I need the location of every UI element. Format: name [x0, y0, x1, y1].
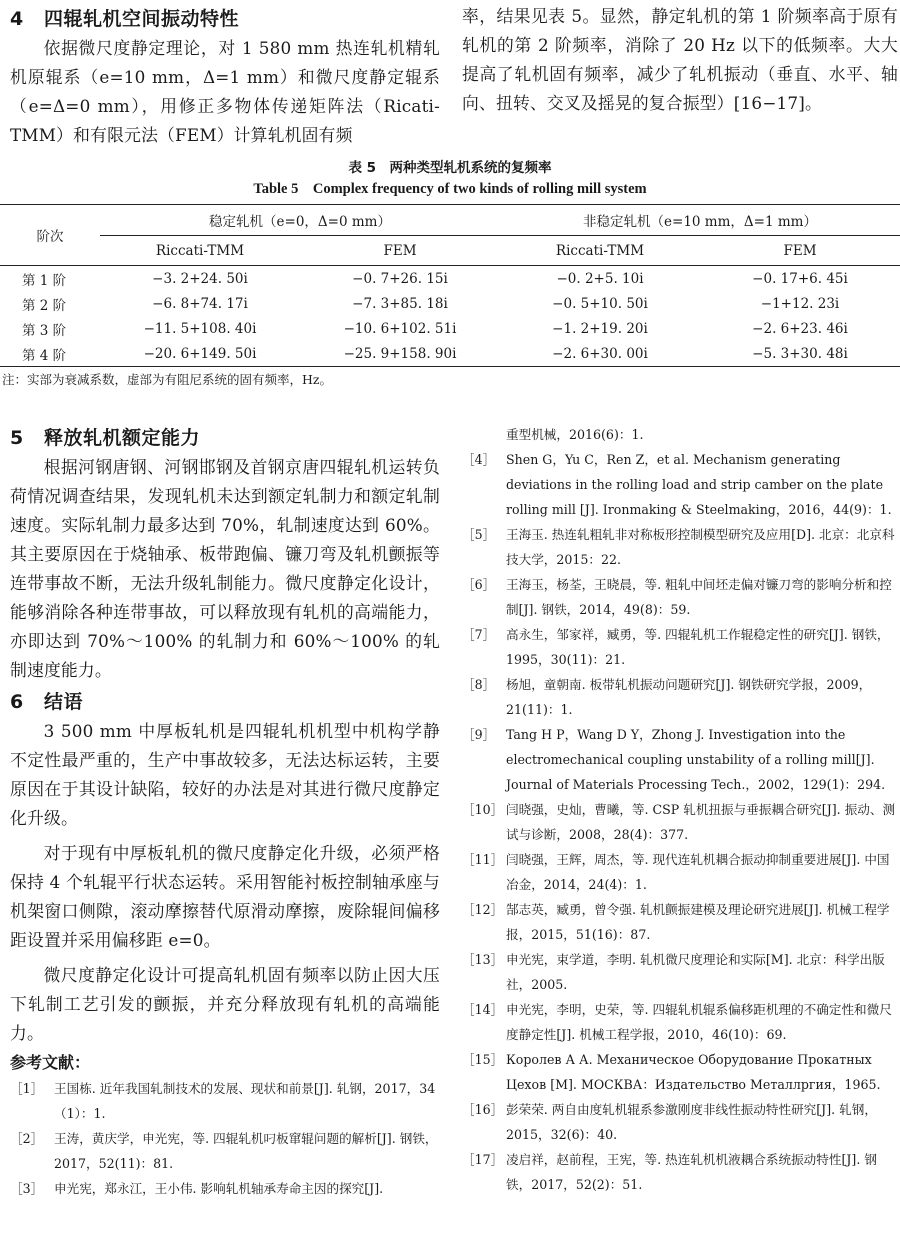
reference-number: ［4］ — [462, 452, 496, 467]
table-row — [0, 341, 900, 367]
reference-text: 闫晓强，史灿，曹曦，等. CSP 轧机扭振与垂振耦合研究[J]. 振动、测试与诊断，2008，28(4)：377. — [506, 802, 896, 842]
section-title: 结语 — [44, 691, 84, 713]
table-cell: −2. 6+30. 00i — [500, 341, 700, 367]
reference-text: 王国栋. 近年我国轧制技术的发展、现状和前景[J]. 轧钢，2017，34（1）：1. — [54, 1081, 436, 1121]
section-number: 5 — [10, 427, 24, 449]
reference-number: ［14］ — [462, 1002, 504, 1017]
references-title: 参考文献： — [10, 1053, 91, 1072]
section-4-paragraph: 依据微尺度静定理论，对 1 580 mm 热连轧机精轧机原辊系（e=10 mm，Δ=1 mm）和微尺度静定辊系（e=Δ=0 mm），用修正多物体传递矩阵法（Ricati-TMM）和有限元法（FEM）计算轧机固有频 — [10, 38, 440, 145]
table-cell: −20. 6+149. 50i — [100, 341, 300, 367]
table-caption-en: Table 5 Complex frequency of two kinds of rolling mill system — [253, 181, 647, 197]
table-header-stable: 稳定轧机（e=0，Δ=0 mm） — [100, 205, 500, 236]
section-5-paragraph: 根据河钢唐钢、河钢邯钢及首钢京唐四辊轧机运转负荷情况调查结果，发现轧机未达到额定轧制力和额定轧制速度。实际轧制力最多达到 70%，轧制速度达到 60%。其主要原因在于烧轴承、板带跑偏、镰刀弯及轧机颤振等连带事故不断，无法升级轧制能力。微尺度静定化设计，能够消除各种连带事故，可以释放现有轧机的高端能力，亦即达到 70%～100% 的轧制力和 60%～100% 的轧制速度能力。 — [10, 457, 440, 680]
table-cell: −11. 5+108. 40i — [143, 320, 257, 337]
reference-number: ［1］ — [10, 1081, 44, 1096]
reference-number: ［5］ — [462, 527, 496, 542]
table-header-method: Riccati-TMM — [500, 236, 700, 266]
reference-item — [462, 1047, 898, 1097]
table-cell: −10. 6+102. 51i — [343, 320, 457, 337]
reference-text: 王海玉. 热连轧粗轧非对称板形控制模型研究及应用[D]. 北京：北京科技大学，2015：22. — [506, 527, 895, 567]
reference-number: ［17］ — [462, 1152, 504, 1167]
reference-item — [10, 1176, 440, 1201]
table-cell-order: 第 3 阶 — [22, 322, 67, 339]
table-cell: −5. 3+30. 48i — [700, 341, 900, 367]
reference-text: 申光宪，束学道，李明. 轧机微尺度理论和实际[M]. 北京：科学出版社，2005. — [506, 952, 885, 992]
reference-item — [462, 797, 898, 847]
section-6-paragraph: 对于现有中厚板轧机的微尺度静定化升级，必须严格保持 4 个轧辊平行状态运转。采用智能衬板控制轴承座与机架窗口侧隙，滚动摩擦替代原滑动摩擦，废除辊间偏移距设置并采用偏移距 e=0。 — [10, 843, 440, 950]
reference-item — [10, 1126, 440, 1176]
reference-number: ［9］ — [462, 727, 496, 742]
section-6-paragraph: 微尺度静定化设计可提高轧机固有频率以防止因大压下轧制工艺引发的颤振，并充分释放现有轧机的高端能力。 — [10, 965, 440, 1043]
table-cell: −0. 7+26. 15i — [352, 270, 448, 287]
section-title: 四辊轧机空间振动特性 — [44, 8, 240, 30]
table-cell: −0. 5+10. 50i — [552, 295, 648, 312]
table-row — [0, 316, 900, 341]
table-cell-order: 第 2 阶 — [22, 297, 67, 314]
table-5-block — [0, 158, 900, 391]
reference-item — [462, 1097, 898, 1147]
section-title: 释放轧机额定能力 — [44, 427, 201, 449]
section-number: 4 — [10, 8, 24, 30]
reference-number: ［7］ — [462, 627, 496, 642]
reference-item — [462, 522, 898, 572]
reference-item — [462, 447, 898, 522]
complex-frequency-table — [0, 204, 900, 367]
lower-left-column — [10, 425, 440, 1201]
table-row — [0, 291, 900, 316]
reference-text: 重型机械，2016(6)：1. — [506, 427, 644, 442]
reference-number: ［16］ — [462, 1102, 504, 1117]
reference-number: ［6］ — [462, 577, 496, 592]
reference-item — [462, 1147, 898, 1197]
reference-text: 闫晓强，王辉，周杰，等. 现代连轧机耦合振动抑制重要进展[J]. 中国冶金，2014，24(4)：1. — [506, 852, 890, 892]
section-5-heading — [10, 425, 440, 451]
table-header-unstable: 非稳定轧机（e=10 mm，Δ=1 mm） — [500, 205, 900, 236]
table-cell: −2. 6+23. 46i — [752, 320, 848, 337]
reference-text: 凌启祥，赵前程，王宪，等. 热连轧机机液耦合系统振动特性[J]. 钢铁，2017，52(2)：51. — [506, 1152, 877, 1192]
table-cell-order: 第 1 阶 — [22, 272, 67, 289]
reference-text: Shen G，Yu C，Ren Z，et al. Mechanism generating deviations in the rolling load and strip camber on the plate rolling mill [J]. Ironmaking & Steelmaking，2016，44(9)：1. — [506, 452, 892, 517]
reference-text: 郜志英，臧勇，曾令强. 轧机颤振建模及理论研究进展[J]. 机械工程学报，2015，51(16)：87. — [506, 902, 890, 942]
lower-right-column — [462, 422, 898, 1197]
reference-number: ［12］ — [462, 902, 504, 917]
reference-item — [462, 722, 898, 797]
table-cell: −0. 2+5. 10i — [556, 270, 644, 287]
reference-text: 王海玉，杨荃，王晓晨，等. 粗轧中间坯走偏对镰刀弯的影响分析和控制[J]. 钢铁，2014，49(8)：59. — [506, 577, 892, 617]
reference-item — [462, 572, 898, 622]
table-header-order: 阶次 — [0, 205, 100, 266]
table-cell-order: 第 4 阶 — [0, 341, 100, 367]
reference-item — [462, 947, 898, 997]
section-4-left — [10, 6, 440, 150]
table-cell: −6. 8+74. 17i — [152, 295, 248, 312]
reference-number: ［10］ — [462, 802, 504, 817]
table-row — [0, 266, 900, 292]
table-cell: −1+12. 23i — [760, 295, 840, 312]
reference-text: 彭荣荣. 两自由度轧机辊系参激刚度非线性振动特性研究[J]. 轧钢，2015，32(6)：40. — [506, 1102, 877, 1142]
reference-item — [462, 897, 898, 947]
reference-item — [462, 997, 898, 1047]
table-cell: −3. 2+24. 50i — [152, 270, 248, 287]
table-header-method: FEM — [300, 236, 500, 266]
reference-text: 高永生，邹家祥，臧勇，等. 四辊轧机工作辊稳定性的研究[J]. 钢铁，1995，30(11)：21. — [506, 627, 890, 667]
table-header-method: FEM — [700, 236, 900, 266]
reference-number: ［11］ — [462, 852, 504, 867]
reference-item — [462, 622, 898, 672]
section-6-heading — [10, 689, 440, 715]
table-cell: −25. 9+158. 90i — [300, 341, 500, 367]
table-caption-cn: 表 5 两种类型轧机系统的复频率 — [348, 160, 552, 176]
reference-text: 杨旭，童朝南. 板带轧机振动问题研究[J]. 钢铁研究学报，2009，21(11)：1. — [506, 677, 872, 717]
reference-text: 申光宪，李明，史荣，等. 四辊轧机辊系偏移距机理的不确定性和微尺度静定性[J]. 机械工程学报，2010，46(10)：69. — [506, 1002, 892, 1042]
section-4-right — [462, 2, 898, 118]
section-4-paragraph-continued: 率，结果见表 5。显然，静定轧机的第 1 阶频率高于原有轧机的第 2 阶频率，消除了 20 Hz 以下的低频率。大大提高了轧机固有频率，减少了轧机振动（垂直、水平、轴向、扭转、交叉及摇晃的复合振型）[16−17]。 — [462, 6, 898, 113]
table-header-method: Riccati-TMM — [100, 236, 300, 266]
reference-item — [462, 672, 898, 722]
section-6-paragraph: 3 500 mm 中厚板轧机是四辊轧机机型中机构学静不定性最严重的，生产中事故较多，无法达标运转，主要原因在于其设计缺陷，较好的办法是对其进行微尺度静定化升级。 — [10, 721, 440, 828]
table-cell: −1. 2+19. 20i — [552, 320, 648, 337]
reference-number: ［15］ — [462, 1052, 504, 1067]
section-4-heading — [10, 6, 440, 32]
reference-number: ［3］ — [10, 1181, 44, 1196]
reference-text: Tang H P，Wang D Y，Zhong J. Investigation into the electromechanical coupling unstability of a rolling mill[J]. Journal of Materials Processing Tech.，2002，129(1)：294. — [506, 727, 886, 792]
table-cell: −7. 3+85. 18i — [352, 295, 448, 312]
table-note: 注：实部为衰减系数，虚部为有阻尼系统的固有频率，Hz。 — [2, 372, 332, 387]
reference-item — [10, 1076, 440, 1126]
reference-text: 申光宪，郑永江，王小伟. 影响轧机轴承寿命主因的探究[J]. — [54, 1181, 384, 1196]
reference-text: 王涛，黄庆学，申光宪，等. 四辊轧机叼板窜辊问题的解析[J]. 钢铁，2017，52(11)：81. — [54, 1131, 438, 1171]
reference-number: ［13］ — [462, 952, 504, 967]
reference-text: Королев А А. Механическое Оборудование Прокатных Цехов [М]. МОСКВА：Издательство Металлргия，1965. — [506, 1052, 881, 1092]
reference-item — [462, 847, 898, 897]
reference-number: ［2］ — [10, 1131, 44, 1146]
reference-number: ［8］ — [462, 677, 496, 692]
section-number: 6 — [10, 691, 24, 713]
reference-item — [462, 422, 898, 447]
table-cell: −0. 17+6. 45i — [752, 270, 848, 287]
